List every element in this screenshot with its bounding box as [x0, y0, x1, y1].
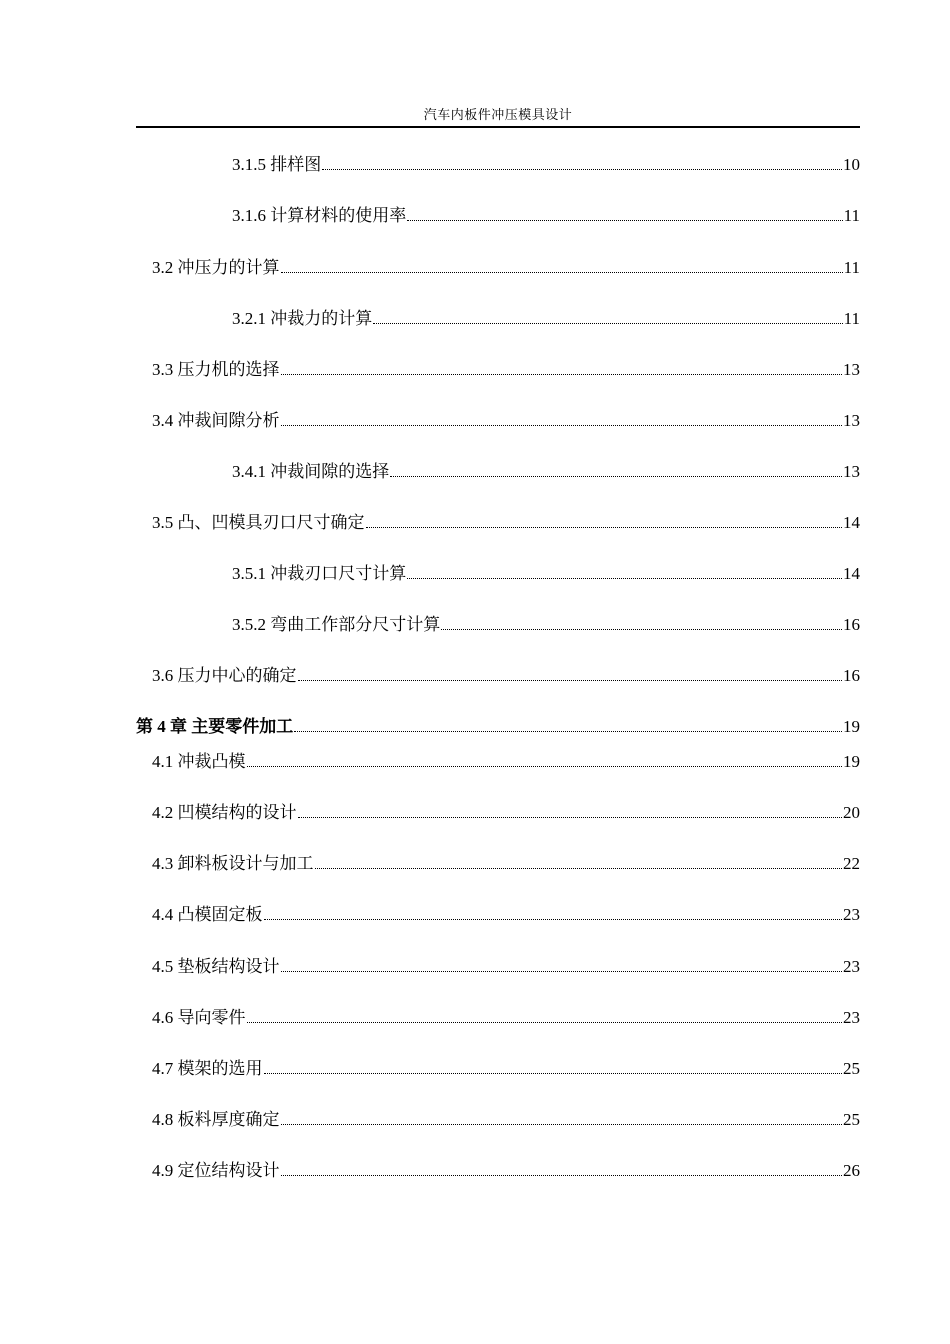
dot-leader: [407, 578, 842, 579]
toc-entry-page: 19: [843, 752, 860, 771]
toc-entry-page: 14: [843, 564, 860, 583]
page-header: 汽车内板件冲压模具设计: [423, 107, 573, 122]
toc-entry-page: 23: [843, 1008, 860, 1027]
toc-entry-title: 3.3 压力机的选择: [152, 360, 280, 379]
toc-entry-page: 20: [843, 803, 860, 822]
toc-entry-page: 23: [843, 957, 860, 976]
toc-entry-title: 3.5 凸、凹模具刃口尺寸确定: [152, 513, 365, 532]
dot-leader: [281, 425, 843, 426]
toc-entry-page: 13: [843, 360, 860, 379]
toc-entry[interactable]: [152, 1160, 860, 1182]
toc-entry[interactable]: [232, 461, 860, 483]
toc-entry-title: 4.8 板料厚度确定: [152, 1110, 280, 1129]
toc-entry-title: 4.5 垫板结构设计: [152, 957, 280, 976]
toc-entry-title: 3.6 压力中心的确定: [152, 666, 297, 685]
toc-entry-title: 第 4 章 主要零件加工: [136, 717, 294, 736]
toc-entry[interactable]: [152, 956, 860, 978]
toc-entry-title: 4.6 导向零件: [152, 1008, 246, 1027]
dot-leader: [315, 868, 843, 869]
toc-entry[interactable]: [232, 154, 860, 176]
toc-entry[interactable]: [152, 802, 860, 824]
dot-leader: [264, 919, 843, 920]
toc-entry[interactable]: [152, 512, 860, 534]
header-rule: [136, 126, 860, 128]
toc-entry[interactable]: [152, 904, 860, 926]
dot-leader: [441, 629, 842, 630]
toc-entry-page: 10: [843, 155, 860, 174]
dot-leader: [407, 220, 842, 221]
dot-leader: [281, 272, 843, 273]
dot-leader: [281, 1124, 843, 1125]
dot-leader: [294, 731, 842, 732]
toc-entry-title: 3.4.1 冲裁间隙的选择: [232, 462, 390, 481]
dot-leader: [264, 1073, 843, 1074]
toc-entry-title: 3.4 冲裁间隙分析: [152, 411, 280, 430]
toc-entry-title: 4.4 凸模固定板: [152, 905, 263, 924]
toc-entry-page: 11: [843, 309, 860, 328]
dot-leader: [298, 680, 843, 681]
toc-entry[interactable]: [232, 205, 860, 227]
toc-entry-page: 22: [843, 854, 860, 873]
toc-entry-page: 14: [843, 513, 860, 532]
toc-entry-page: 13: [843, 411, 860, 430]
toc-entry-title: 3.1.5 排样图: [232, 155, 322, 174]
toc-entry-title: 4.1 冲裁凸模: [152, 752, 246, 771]
toc-entry[interactable]: [152, 853, 860, 875]
toc-entry-title: 3.2 冲压力的计算: [152, 258, 280, 277]
toc-entry-page: 16: [843, 615, 860, 634]
toc-entry[interactable]: [232, 308, 860, 330]
toc-entry[interactable]: [152, 665, 860, 687]
dot-leader: [373, 323, 842, 324]
toc-entry-title: 3.1.6 计算材料的使用率: [232, 206, 407, 225]
toc-entry-page: 11: [843, 258, 860, 277]
toc-entry-title: 4.9 定位结构设计: [152, 1161, 280, 1180]
dot-leader: [247, 766, 843, 767]
dot-leader: [322, 169, 842, 170]
toc-entry-page: 25: [843, 1110, 860, 1129]
toc-entry-page: 23: [843, 905, 860, 924]
dot-leader: [281, 971, 843, 972]
dot-leader: [366, 527, 843, 528]
toc-entry-page: 11: [843, 206, 860, 225]
toc-entry[interactable]: [152, 751, 860, 773]
dot-leader: [281, 374, 843, 375]
toc-entry[interactable]: [232, 563, 860, 585]
dot-leader: [390, 476, 842, 477]
toc-entry-title: 3.2.1 冲裁力的计算: [232, 309, 373, 328]
toc-chapter-entry[interactable]: [136, 716, 860, 738]
toc-entry[interactable]: [152, 1109, 860, 1131]
dot-leader: [247, 1022, 843, 1023]
toc-entry-title: 4.2 凹模结构的设计: [152, 803, 297, 822]
toc-entry[interactable]: [152, 410, 860, 432]
toc-entry[interactable]: [152, 359, 860, 381]
toc-entry[interactable]: [152, 1058, 860, 1080]
toc-entry-page: 25: [843, 1059, 860, 1078]
toc-entry[interactable]: [232, 614, 860, 636]
toc-entry-page: 26: [843, 1161, 860, 1180]
toc-entry-title: 4.3 卸料板设计与加工: [152, 854, 314, 873]
toc-entry-title: 3.5.1 冲裁刃口尺寸计算: [232, 564, 407, 583]
dot-leader: [298, 817, 843, 818]
dot-leader: [281, 1175, 843, 1176]
toc-entry-page: 19: [843, 717, 860, 736]
toc-entry-page: 13: [843, 462, 860, 481]
toc-entry-title: 4.7 模架的选用: [152, 1059, 263, 1078]
toc-entry-title: 3.5.2 弯曲工作部分尺寸计算: [232, 615, 441, 634]
toc-entry[interactable]: [152, 257, 860, 279]
toc-entry-page: 16: [843, 666, 860, 685]
toc-entry[interactable]: [152, 1007, 860, 1029]
